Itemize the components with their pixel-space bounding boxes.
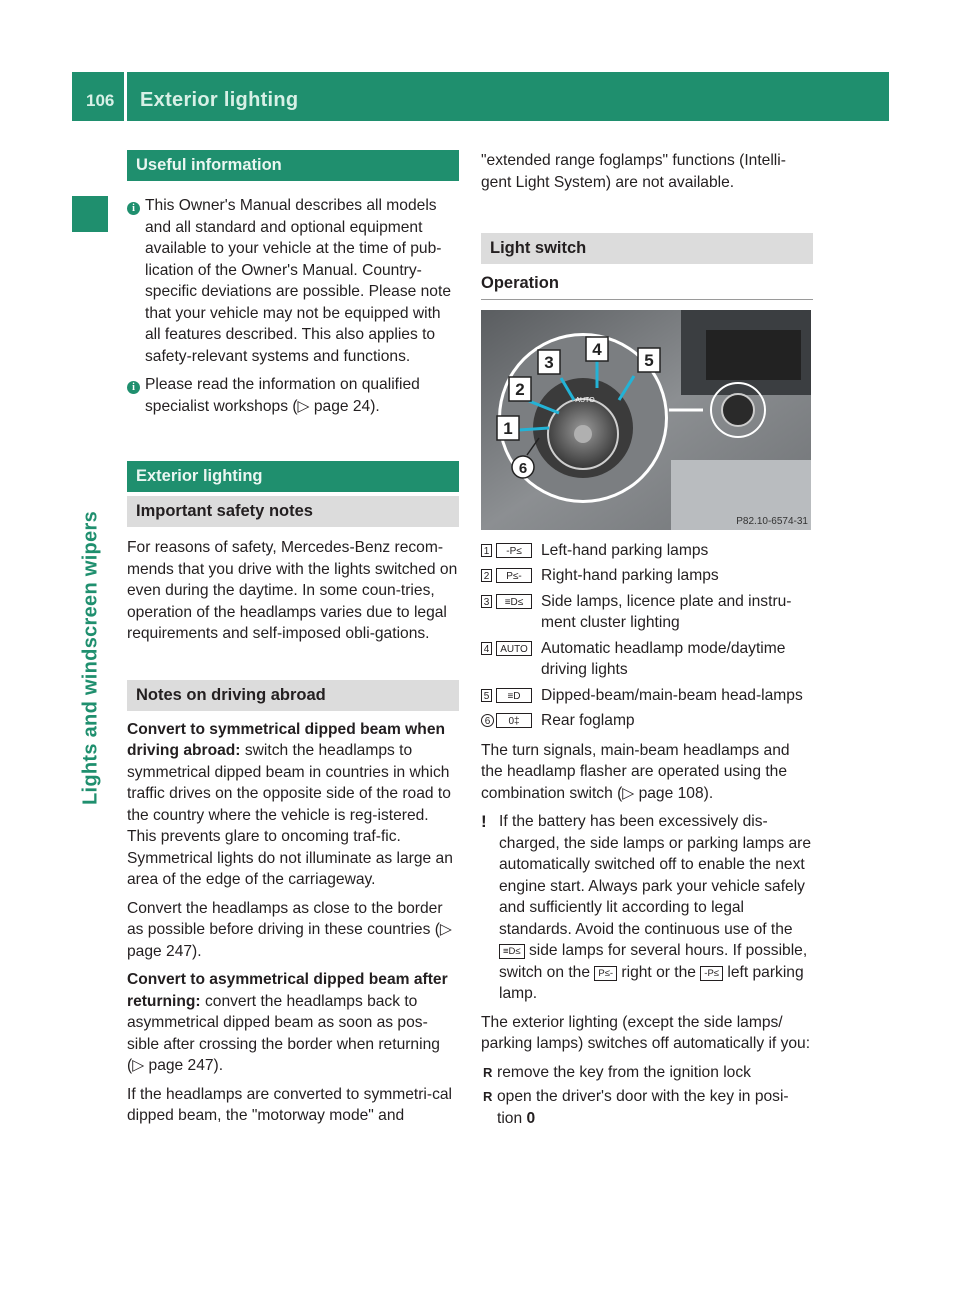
warning-text-1: If the battery has been excessively dis-charged, the side lamps or parking lamps are automatically switched off to enable the next engine start. Always park your vehicle safely and sufficiently lit according to legal standards. Avoid the continuous use of the xyxy=(499,813,812,938)
bullet-text: remove the key from the ignition lock xyxy=(497,1063,751,1081)
image-code: P82.10-6574-31 xyxy=(736,515,808,527)
callout-4: 4 xyxy=(592,339,602,359)
side-lamps-icon: ≡D≤ xyxy=(499,944,525,959)
page-number: 106 xyxy=(86,91,115,110)
right-parking-lamp-icon: P≤- xyxy=(496,568,532,583)
legend-number: 3 xyxy=(481,595,492,608)
callout-6: 6 xyxy=(518,459,528,477)
legend-text: Dipped-beam/main-beam head-lamps xyxy=(541,686,803,704)
info-note-2 xyxy=(127,374,459,417)
bullet-mark: R xyxy=(483,1089,493,1104)
callout-1: 1 xyxy=(503,418,513,438)
left-parking-lamp-icon: -P≤ xyxy=(700,966,723,981)
callout-2: 2 xyxy=(515,379,525,399)
legend-text: Automatic headlamp mode/daytime driving lights xyxy=(541,639,786,678)
operation-subheading: Operation xyxy=(481,273,813,300)
legend-item xyxy=(481,591,813,634)
page-title: Exterior lighting xyxy=(140,89,299,111)
legend-number: 2 xyxy=(481,569,492,582)
legend-item xyxy=(481,638,813,681)
info-note-1 xyxy=(127,195,459,367)
legend-text: Rear foglamp xyxy=(541,712,635,729)
bullet-mark: R xyxy=(483,1064,493,1080)
warning-icon: ! xyxy=(481,812,487,831)
callout-3: 3 xyxy=(544,352,554,372)
legend-list xyxy=(481,540,813,732)
abroad-paragraph-4: If the headlamps are converted to symmetri-cal dipped beam, the "motorway mode" and xyxy=(127,1085,453,1124)
callout-5: 5 xyxy=(644,350,654,370)
auto-off-paragraph: The exterior lighting (except the side lamps/ parking lamps) switches off automatically if you: xyxy=(481,1013,811,1052)
abroad-paragraph-3-lead: Convert to asymmetrical dipped beam after returning: xyxy=(127,971,448,1010)
warning-text-2: side lamps for several hours. If possible, switch on the xyxy=(499,942,808,981)
chapter-tab-marker xyxy=(72,196,108,232)
safety-notes-heading: Important safety notes xyxy=(127,496,459,527)
dipped-beam-icon: ≡D xyxy=(496,688,532,703)
right-column xyxy=(481,150,813,1132)
rear-foglamp-icon: 0‡ xyxy=(496,713,532,728)
legend-item xyxy=(481,685,813,707)
legend-number: 6 xyxy=(481,714,494,727)
exterior-lighting-heading: Exterior lighting xyxy=(127,461,459,492)
legend-item xyxy=(481,710,813,732)
light-switch-image xyxy=(481,310,811,530)
legend-text: Left-hand parking lamps xyxy=(541,541,709,559)
left-column xyxy=(127,150,459,1134)
info-icon: i xyxy=(127,202,140,215)
useful-information-heading: Useful information xyxy=(127,150,459,181)
abroad-paragraph-1 xyxy=(127,719,459,891)
key-position-value: 0 xyxy=(526,1109,536,1127)
side-lamps-icon: ≡D≤ xyxy=(496,594,532,609)
safety-paragraph: For reasons of safety, Mercedes-Benz recom-mends that you drive with the lights switched on even during the daytime. In some coun-tries, operation of the headlamps varies due to legal requirements and self-imposed obli-gations. xyxy=(127,539,458,642)
turn-signal-paragraph: The turn signals, main-beam headlamps and the headlamp flasher are operated using the combination switch (▷ page 108). xyxy=(481,741,790,802)
abroad-paragraph-3 xyxy=(127,969,459,1077)
legend-item xyxy=(481,565,813,587)
abroad-paragraph-2: Convert the headlamps as close to the border as possible before driving in these countries (▷ page 247). xyxy=(127,899,452,960)
list-item xyxy=(481,1062,813,1084)
bullet-text: open the driver's door with the key in posi-tion xyxy=(497,1088,789,1127)
left-parking-lamp-icon: -P≤ xyxy=(496,543,532,558)
auto-headlamp-icon: AUTO xyxy=(496,641,532,656)
legend-number: 1 xyxy=(481,544,492,557)
legend-text: Right-hand parking lamps xyxy=(541,567,719,584)
chapter-tab-label: Lights and windscreen wipers xyxy=(79,510,102,806)
info-note-1-text: This Owner's Manual describes all models and all standard and optional equipment available to your vehicle at the time of pub-lication of the Owner's Manual. Country-specific deviations are possible. Please note that your vehicle may not be equipped with all features described. This also applies to safety-relevant systems and functions. xyxy=(145,197,451,365)
header-divider xyxy=(124,72,127,121)
light-switch-heading: Light switch xyxy=(481,233,813,264)
abroad-paragraph-1-text: switch the headlamps to symmetrical dipped beam in countries in which traffic drives on the opposite side of the road to the country where the vehicle is reg-istered. This prevents glare to oncoming traf-fic. Symmetrical lights do not illuminate as large an area of the edge of the carriageway. xyxy=(127,742,453,888)
legend-number: 5 xyxy=(481,689,492,702)
right-parking-lamp-icon: P≤- xyxy=(594,966,617,981)
battery-warning xyxy=(481,811,813,1005)
list-item xyxy=(481,1086,813,1129)
abroad-paragraph-1-lead: Convert to symmetrical dipped beam when driving abroad: xyxy=(127,720,446,759)
driving-abroad-heading: Notes on driving abroad xyxy=(127,680,459,711)
legend-item xyxy=(481,540,813,562)
legend-number: 4 xyxy=(481,642,492,655)
continued-paragraph: "extended range foglamps" functions (Intelli-gent Light System) are not available. xyxy=(481,152,786,191)
abroad-paragraph-3-text: convert the headlamps back to asymmetrical dipped beam as soon as pos-sible after crossing the border when returning (▷ page 247). xyxy=(127,992,440,1074)
info-note-2-text: Please read the information on qualified specialist workshops (▷ page 24). xyxy=(145,376,420,415)
page-header xyxy=(72,72,889,121)
warning-text-3: right or the xyxy=(617,963,701,981)
light-switch-illustration xyxy=(481,310,811,530)
warning-text-4: left parking lamp. xyxy=(499,963,804,1002)
info-icon: i xyxy=(127,381,140,394)
legend-text: Side lamps, licence plate and instru-ment cluster lighting xyxy=(541,592,792,631)
switch-auto-label: AUTO xyxy=(575,396,595,404)
